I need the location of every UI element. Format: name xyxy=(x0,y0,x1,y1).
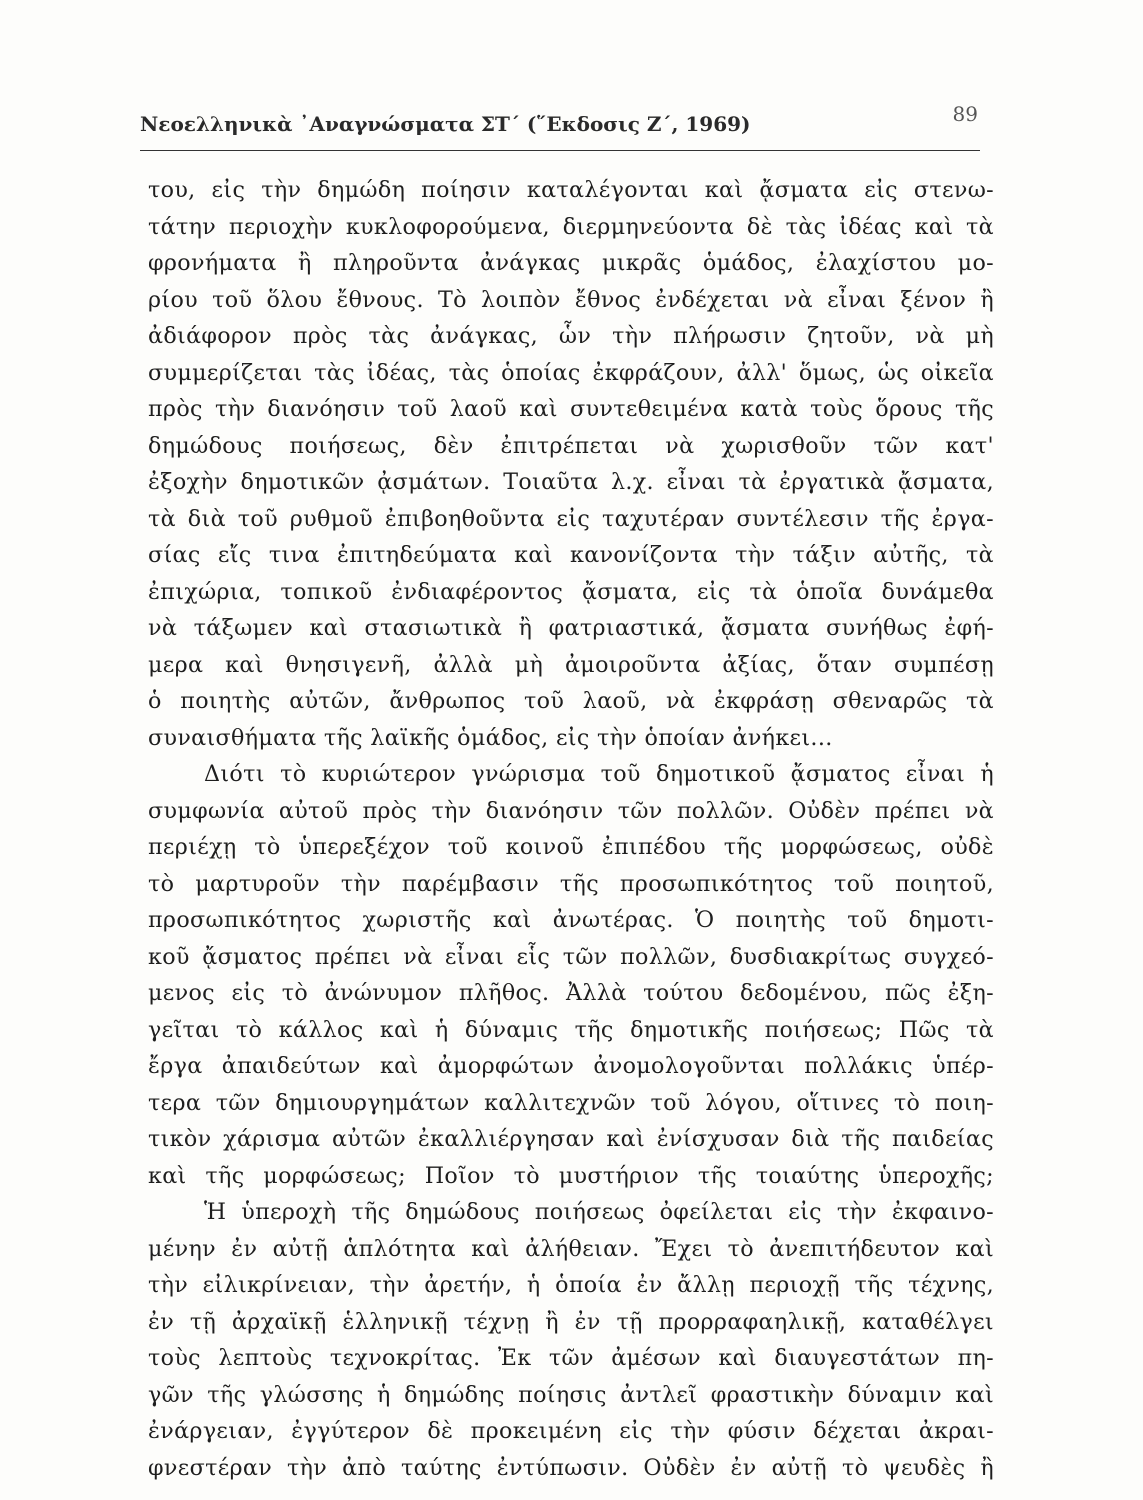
text-line: νὰ τάξωμεν καὶ στασιωτικὰ ἢ φατριαστικά, ᾄσματα συνήθως ἐφή- xyxy=(148,615,994,641)
text-line: ἀδιάφορον πρὸς τὰς ἀνάγκας, ὧν τὴν πλήρωσιν ζητοῦν, νὰ μὴ xyxy=(148,323,994,349)
text-line: φρονήματα ἢ πληροῦντα ἀνάγκας μικρᾶς ὁμάδος, ἐλαχίστου μο- xyxy=(148,250,994,276)
text-line: ἔργα ἀπαιδεύτων καὶ ἀμορφώτων ἀνομολογοῦνται πολλάκις ὑπέρ- xyxy=(148,1053,994,1079)
text-line: καὶ τῆς μορφώσεως; Ποῖον τὸ μυστήριον τῆς τοιαύτης ὑπεροχῆς; xyxy=(148,1162,994,1189)
text-line: δημώδους ποιήσεως, δὲν ἐπιτρέπεται νὰ χωρισθοῦν τῶν κατ' xyxy=(148,432,994,459)
paragraph-start-line: Διότι τὸ κυριώτερον γνώρισμα τοῦ δημοτικοῦ ᾄσματος εἶναι ἡ xyxy=(204,761,994,787)
text-line: ἐνάργειαν, ἐγγύτερον δὲ προκειμένη εἰς τὴν φύσιν δέχεται ἀκραι- xyxy=(148,1418,994,1444)
text-line: συμφωνία αὐτοῦ πρὸς τὴν διανόησιν τῶν πολλῶν. Οὐδὲν πρέπει νὰ xyxy=(148,797,994,824)
text-line: ρίου τοῦ ὅλου ἔθνους. Τὸ λοιπὸν ἔθνος ἐνδέχεται νὰ εἶναι ξένον ἢ xyxy=(148,286,994,313)
paragraph-start-line: Ἡ ὑπεροχὴ τῆς δημώδους ποιήσεως ὀφείλεται εἰς τὴν ἐκφαινο- xyxy=(204,1199,994,1225)
text-line: τοὺς λεπτοὺς τεχνοκρίτας. Ἐκ τῶν ἀμέσων καὶ διαυγεστάτων πη- xyxy=(148,1345,994,1371)
page-number: 89 xyxy=(952,102,978,126)
text-line: μερα καὶ θνησιγενῆ, ἀλλὰ μὴ ἀμοιροῦντα ἀξίας, ὅταν συμπέσῃ xyxy=(148,651,994,678)
text-line: γεῖται τὸ κάλλος καὶ ἡ δύναμις τῆς δημοτικῆς ποιήσεως; Πῶς τὰ xyxy=(148,1016,994,1043)
body-text xyxy=(148,172,994,1486)
text-line: πρὸς τὴν διανόησιν τοῦ λαοῦ καὶ συντεθειμένα κατὰ τοὺς ὅρους τῆς xyxy=(148,396,994,422)
text-line: τάτην περιοχὴν κυκλοφορούμενα, διερμηνεύοντα δὲ τὰς ἰδέας καὶ τὰ xyxy=(148,213,994,240)
text-line: ὁ ποιητὴς αὐτῶν, ἄνθρωπος τοῦ λαοῦ, νὰ ἐκφράσῃ σθεναρῶς τὰ xyxy=(148,688,994,714)
text-line: μενος εἰς τὸ ἀνώνυμον πλῆθος. Ἀλλὰ τούτου δεδομένου, πῶς ἐξη- xyxy=(148,980,994,1006)
text-line: κοῦ ᾄσματος πρέπει νὰ εἶναι εἷς τῶν πολλῶν, δυσδιακρίτως συγχεό- xyxy=(148,943,994,970)
text-line: τὰ διὰ τοῦ ρυθμοῦ ἐπιβοηθοῦντα εἰς ταχυτέραν συντέλεσιν τῆς ἐργα- xyxy=(148,505,994,532)
text-line: μένην ἐν αὐτῇ ἁπλότητα καὶ ἀλήθειαν. Ἔχει τὸ ἀνεπιτήδευτον καὶ xyxy=(148,1235,994,1262)
text-line: συναισθήματα τῆς λαϊκῆς ὁμάδος, εἰς τὴν ὁποίαν ἀνήκει... xyxy=(148,724,833,751)
header-title: Νεοελληνικὰ ᾿Αναγνώσματα ΣΤ΄ (῞Εκδοσις Ζ΄, 1969) xyxy=(140,112,751,136)
text-line: σίας εἴς τινα ἐπιτηδεύματα καὶ κανονίζοντα τὴν τάξιν αὐτῆς, τὰ xyxy=(148,542,994,568)
text-line: ἐν τῇ ἀρχαϊκῇ ἑλληνικῇ τέχνῃ ἢ ἐν τῇ προρραφαηλικῇ, καταθέλγει xyxy=(148,1308,994,1335)
text-line: του, εἰς τὴν δημώδη ποίησιν καταλέγονται καὶ ᾄσματα εἰς στενω- xyxy=(148,177,994,203)
text-line: τερα τῶν δημιουργημάτων καλλιτεχνῶν τοῦ λόγου, οἵτινες τὸ ποιη- xyxy=(148,1089,994,1116)
text-line: ἐπιχώρια, τοπικοῦ ἐνδιαφέροντος ᾄσματα, εἰς τὰ ὁποῖα δυνάμεθα xyxy=(148,578,994,605)
text-line: τικὸν χάρισμα αὐτῶν ἐκαλλιέργησαν καὶ ἐνίσχυσαν διὰ τῆς παιδείας xyxy=(148,1126,994,1152)
running-header xyxy=(140,104,980,144)
text-line: τὸ μαρτυροῦν τὴν παρέμβασιν τῆς προσωπικότητος τοῦ ποιητοῦ, xyxy=(148,870,994,897)
text-line: γῶν τῆς γλώσσης ἡ δημώδης ποίησις ἀντλεῖ φραστικὴν δύναμιν καὶ xyxy=(148,1381,994,1408)
text-line: ἐξοχὴν δημοτικῶν ᾀσμάτων. Τοιαῦτα λ.χ. εἶναι τὰ ἐργατικὰ ᾄσματα, xyxy=(148,469,994,495)
text-line: προσωπικότητος χωριστῆς καὶ ἀνωτέρας. Ὁ ποιητὴς τοῦ δημοτι- xyxy=(148,907,994,933)
header-rule xyxy=(140,150,980,151)
text-line: περιέχῃ τὸ ὑπερεξέχον τοῦ κοινοῦ ἐπιπέδου τῆς μορφώσεως, οὐδὲ xyxy=(148,834,994,860)
text-line: φνεστέραν τὴν ἀπὸ ταύτης ἐντύπωσιν. Οὐδὲν ἐν αὐτῇ τὸ ψευδὲς ἢ xyxy=(148,1454,994,1481)
text-line: τὴν εἰλικρίνειαν, τὴν ἀρετήν, ἡ ὁποία ἐν ἄλλῃ περιοχῇ τῆς τέχνης, xyxy=(148,1272,994,1298)
text-line: συμμερίζεται τὰς ἰδέας, τὰς ὁποίας ἐκφράζουν, ἀλλ' ὅμως, ὡς οἰκεῖα xyxy=(148,359,994,386)
